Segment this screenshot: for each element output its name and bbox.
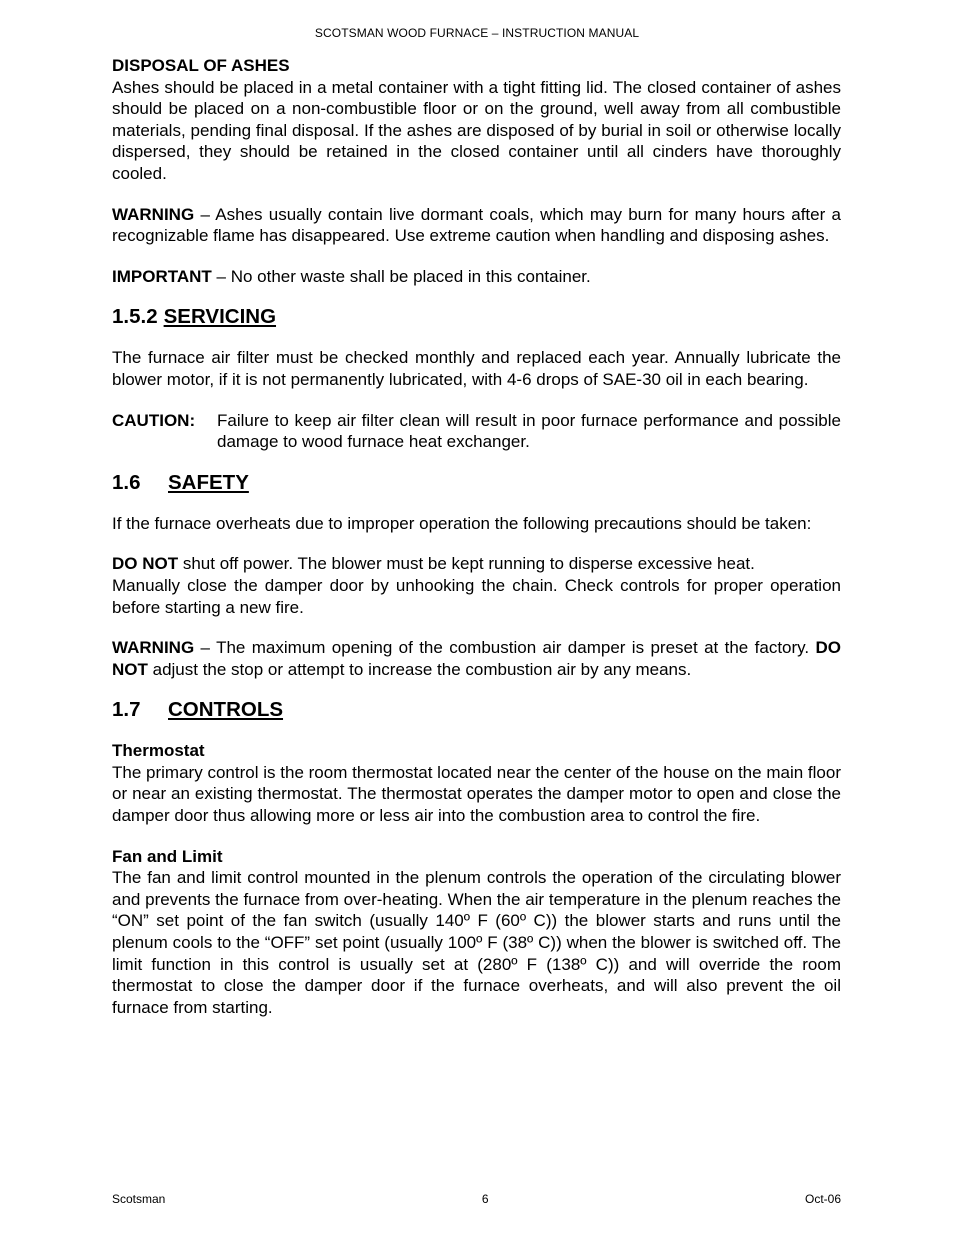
fan-limit-body: The fan and limit control mounted in the plenum controls the operation of the circulating blower and prevents the furnace from over-heating. When the air temperature in the plenum reaches the “ON” set point of the fan switch (usually 140º F (60º C)) the blower starts and runs until the plenum cools to the “OFF” set point (usually 100º F (38º C)) when the blower is switched off. The limit function in this control is usually set at (280º F (138º C)) and will override the room thermostat to close the damper door if the furnace overheats, and will also prevent the oil furnace from starting.	[112, 868, 841, 1017]
safety-intro: If the furnace overheats due to improper operation the following precautions should be taken:	[112, 513, 812, 533]
running-header: SCOTSMAN WOOD FURNACE – INSTRUCTION MANUAL	[314, 26, 640, 40]
warning-text: – Ashes usually contain live dormant coals, which may burn for many hours after a recognizable flame has disappeared. Use extreme caution when handling and disposing ashes.	[112, 204, 841, 246]
section-number: 1.5.2	[112, 305, 158, 329]
donot-text: shut off power. The blower must be kept running to disperse excessive heat.	[178, 554, 755, 574]
safety-warning	[112, 637, 841, 680]
caution-label: CAUTION:	[112, 410, 196, 430]
donot-label: DO NOT	[112, 554, 179, 574]
warning-label: WARNING	[112, 204, 195, 224]
page-content	[112, 55, 841, 1018]
warning-label: WARNING	[112, 638, 195, 658]
warning-text: – The maximum opening of the combustion air damper is preset at the factory.	[194, 638, 816, 658]
ashes-body: Ashes should be placed in a metal container with a tight fitting lid. The closed container of ashes should be placed on a non-combustible floor or on the ground, well away from all combustible materials, pending final disposal. If the ashes are disposed of by burial in soil or otherwise locally dispersed, they should be retained in the closed container until all cinders have thoroughly cooled.	[112, 77, 841, 183]
thermostat-body: The primary control is the room thermostat located near the center of the house on the main floor or near an existing thermostat. The thermostat operates the damper motor to open and close the damper door thus allowing more or less air into the combustion area to control the fire.	[112, 762, 841, 826]
section-heading-safety	[112, 471, 841, 495]
section-heading-controls	[112, 698, 841, 722]
page-footer	[112, 1192, 841, 1206]
ashes-important	[112, 266, 841, 288]
important-text: – No other waste shall be placed in this container.	[211, 266, 591, 286]
section-heading-servicing	[112, 305, 841, 329]
safety-donot	[112, 553, 841, 575]
ashes-heading: DISPOSAL OF ASHES	[112, 56, 290, 75]
thermostat-heading: Thermostat	[112, 741, 205, 761]
footer-left: Scotsman	[112, 1192, 166, 1206]
warning-donot: DO NOT	[112, 638, 841, 679]
safety-donot-cont: Manually close the damper door by unhooking the chain. Check controls for proper operation before starting a new fire.	[112, 575, 841, 617]
footer-date: Oct-06	[804, 1192, 841, 1206]
page-number: 6	[481, 1192, 489, 1206]
servicing-caution	[112, 410, 841, 453]
ashes-warning	[112, 204, 841, 247]
fan-limit-heading: Fan and Limit	[112, 846, 223, 866]
section-title: CONTROLS	[168, 698, 284, 722]
warning-text-cont: adjust the stop or attempt to increase the combustion air by any means.	[147, 659, 692, 679]
servicing-body: The furnace air filter must be checked monthly and replaced each year. Annually lubricate the blower motor, if it is not permanently lubricated, with 4-6 drops of SAE-30 oil in each bearing.	[112, 348, 841, 389]
section-title: SERVICING	[163, 305, 277, 329]
important-label: IMPORTANT	[112, 266, 212, 286]
section-title: SAFETY	[168, 470, 249, 494]
caution-text: Failure to keep air filter clean will result in poor furnace performance and possible damage to wood furnace heat exchanger.	[217, 410, 841, 452]
section-number: 1.7	[112, 698, 141, 722]
section-number: 1.6	[112, 470, 141, 494]
